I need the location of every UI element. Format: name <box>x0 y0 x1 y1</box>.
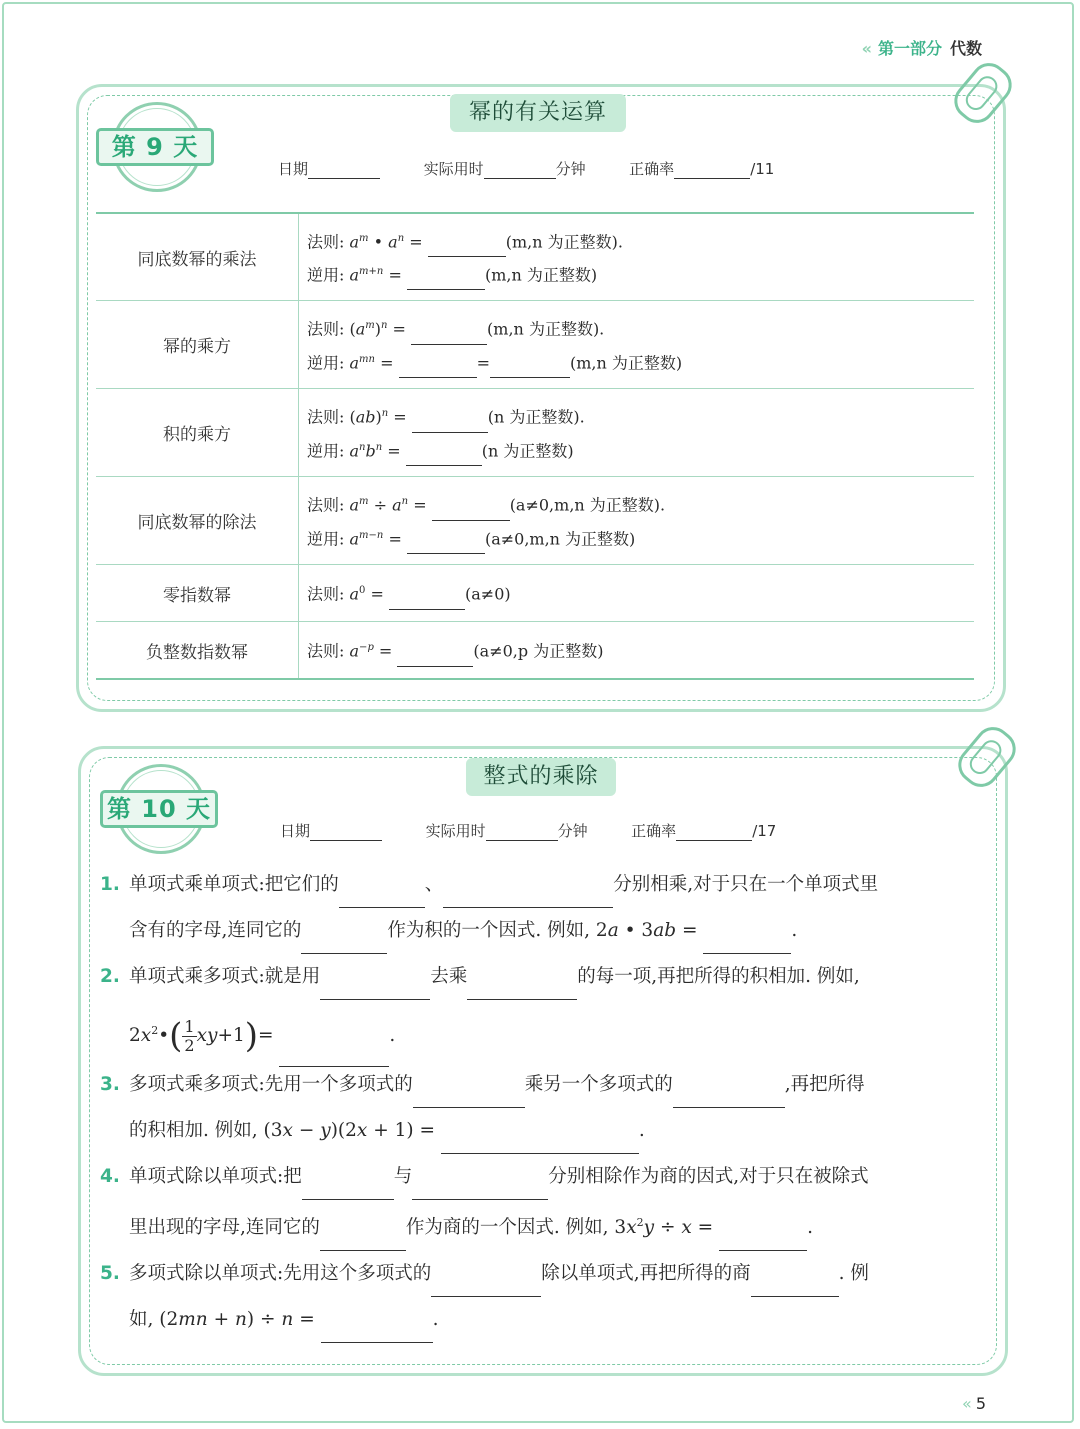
answer-blank[interactable] <box>320 1234 406 1251</box>
answer-blank[interactable] <box>719 1234 807 1251</box>
table-row: 零指数幂 法则: $a^0 = (a\ne 0)$ <box>96 565 974 622</box>
answer-blank[interactable] <box>467 983 577 1000</box>
list-item: 4. 单项式除以单项式:把 与 分别相除作为商的因式,对于只在被除式 里出现的字母,连同它的 作为商的一个因式. 例如, $3x^2y \div x$ = . <box>100 1154 990 1251</box>
list-item: 1. 单项式乘单项式:把它们的 、 分别相乘,对于只在一个单项式里 含有的字母,连同它的 作为积的一个因式. 例如, 2a • 3ab = . <box>100 862 990 954</box>
page-number: 5 <box>975 1394 986 1413</box>
answer-blank[interactable] <box>413 1091 525 1108</box>
table-row: 负整数指数幂 法则: $a^{-p} = (a\ne 0,p$ 为正整数) <box>96 622 974 678</box>
date-blank[interactable] <box>308 164 380 179</box>
answer-blank[interactable] <box>399 361 477 378</box>
day10-badge <box>108 764 218 854</box>
answer-blank[interactable] <box>397 650 473 667</box>
day10-badge-label: 第 10 天 <box>100 790 218 828</box>
date-label: 日期 <box>278 160 309 178</box>
date-blank[interactable] <box>310 826 382 841</box>
answer-blank[interactable] <box>431 1280 541 1297</box>
answer-blank[interactable] <box>412 1183 548 1200</box>
page-header <box>862 36 982 59</box>
table-row: 积的乘方 法则: (ab)$^n$ = (n 为正整数). 逆用: $a^nb^n = (n$ 为正整数) <box>96 389 974 477</box>
table-row: 同底数幂的除法 法则: $a^m \div a^n = (a\ne 0,m,n$ 为正整数). 逆用: $a^{m-n} = (a\ne 0,m,n$ 为正整数) <box>96 477 974 565</box>
answer-blank[interactable] <box>407 537 485 554</box>
answer-blank[interactable] <box>406 449 482 466</box>
header-part: 第一部分 <box>877 39 942 58</box>
day10-items <box>100 862 990 1343</box>
row-name: 幂的乘方 <box>96 301 299 388</box>
table-row: 幂的乘方 法则: $(a^m)^n = (m,n$ 为正整数). 逆用: $a^{mn}$ = = (m,n 为正整数) <box>96 301 974 389</box>
answer-blank[interactable] <box>673 1091 785 1108</box>
double-chevron-icon: « <box>861 39 872 58</box>
list-item: 2. 单项式乘多项式:就是用 去乘 的每一项,再把所得的积相加. 例如, $2x^2•$( $\frac{1}{2}$ xy+1)= . <box>100 954 990 1062</box>
answer-blank[interactable] <box>389 593 465 610</box>
day9-title: 幂的有关运算 <box>450 94 626 132</box>
day9-meta <box>278 158 774 179</box>
answer-blank[interactable] <box>703 937 791 954</box>
time-blank[interactable] <box>486 826 558 841</box>
answer-blank[interactable] <box>412 416 488 433</box>
accuracy-label: 正确率 <box>629 160 675 178</box>
answer-blank[interactable] <box>751 1280 839 1297</box>
answer-blank[interactable] <box>302 1183 394 1200</box>
answer-blank[interactable] <box>428 240 506 257</box>
answer-blank[interactable] <box>320 983 430 1000</box>
header-subject: 代数 <box>949 39 982 58</box>
accuracy-total: /11 <box>750 160 775 178</box>
answer-blank[interactable] <box>321 1326 433 1343</box>
row-name: 同底数幂的乘法 <box>96 214 299 300</box>
list-item: 3. 多项式乘多项式:先用一个多项式的 乘另一个多项式的 ,再把所得 的积相加. 例如, (3x − y)(2x + 1) = . <box>100 1062 990 1154</box>
accuracy-blank[interactable] <box>676 826 752 841</box>
time-label: 实际用时 <box>423 160 484 178</box>
day9-badge-label: 第 9 天 <box>96 128 214 166</box>
table-row: 同底数幂的乘法 法则: $a^m$ • $a^n = (m,n$ 为正整数). 逆用: $a^{m+n} = (m,n$ 为正整数) <box>96 214 974 301</box>
answer-blank[interactable] <box>443 891 613 908</box>
page-footer <box>962 1394 986 1413</box>
answer-blank[interactable] <box>339 891 425 908</box>
row-name: 零指数幂 <box>96 565 299 621</box>
row-name: 负整数指数幂 <box>96 622 299 678</box>
row-name: 同底数幂的除法 <box>96 477 299 564</box>
answer-blank[interactable] <box>407 273 485 290</box>
accuracy-blank[interactable] <box>674 164 750 179</box>
time-blank[interactable] <box>484 164 556 179</box>
answer-blank[interactable] <box>441 1137 639 1154</box>
day10-title: 整式的乘除 <box>466 758 616 796</box>
minutes-label: 分钟 <box>555 160 586 178</box>
day10-meta: 日期 实际用时 分钟 正确率 /17 <box>280 822 777 840</box>
answer-blank[interactable] <box>432 504 510 521</box>
answer-blank[interactable] <box>301 937 387 954</box>
day9-badge <box>104 102 214 192</box>
knowledge-table <box>96 212 974 680</box>
list-item: 5. 多项式除以单项式:先用这个多项式的 除以单项式,再把所得的商 . 例 如, (2mn + n) ÷ n = . <box>100 1251 990 1343</box>
row-name: 积的乘方 <box>96 389 299 476</box>
double-chevron-icon: « <box>962 1394 972 1413</box>
answer-blank[interactable] <box>490 361 570 378</box>
answer-blank[interactable] <box>411 328 487 345</box>
